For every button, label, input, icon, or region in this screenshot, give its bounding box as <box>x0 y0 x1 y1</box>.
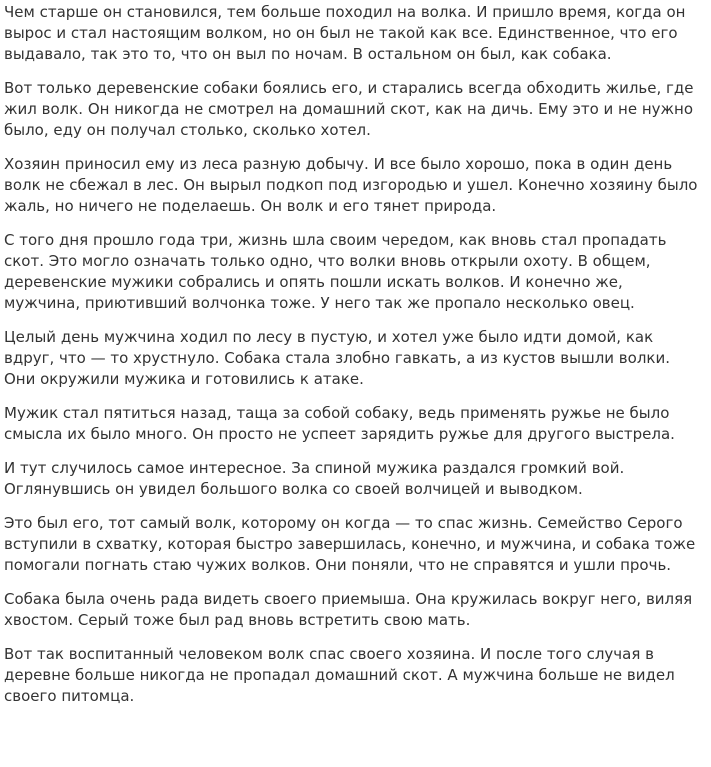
paragraph-2: Вот только деревенские собаки боялись его, и старались всегда обходить жилье, где жил волк. Он никогда не смотрел на домашний скот, как на дичь. Ему это и не нужно было, еду он получал столько, сколько хотел. <box>4 79 694 139</box>
paragraph-9: Собака была очень рада видеть своего приемыша. Она кружилась вокруг него, виляя хвостом. Серый тоже был рад вновь встретить свою мать. <box>4 590 693 629</box>
paragraph-4: С того дня прошло года три, жизнь шла своим чередом, как вновь стал пропадать скот. Это могло означать только одно, что волки вновь открыли охоту. В общем, деревенские мужики собрались и опять пошли искать волков. И конечно же, мужчина, приютивший волчонка тоже. У него так же пропало несколько овец. <box>4 231 667 312</box>
paragraph-10: Вот так воспитанный человеком волк спас своего хозяина. И после того случая в деревне больше никогда не пропадал домашний скот. А мужчина больше не видел своего питомца. <box>4 645 675 705</box>
paragraph-8: Это был его, тот самый волк, которому он когда — то спас жизнь. Семейство Серого вступили в схватку, которая быстро завершилась, конечно, и мужчина, и собака тоже помогали погнать стаю чужих волков. Они поняли, что не справятся и ушли прочь. <box>4 514 696 574</box>
paragraph-3: Хозяин приносил ему из леса разную добычу. И все было хорошо, пока в один день волк не сбежал в лес. Он вырыл подкоп под изгородью и ушел. Конечно хозяину было жаль, но ничего не поделаешь. Он волк и его тянет природа. <box>4 155 698 215</box>
paragraph-5: Целый день мужчина ходил по лесу в пустую, и хотел уже было идти домой, как вдруг, что — то хрустнуло. Собака стала злобно гавкать, а из кустов вышли волки. Они окружили мужика и готовились к атаке. <box>4 328 670 388</box>
paragraph-7: И тут случилось самое интересное. За спиной мужика раздался громкий вой. Оглянувшись он увидел большого волка со своей волчицей и выводком. <box>4 459 625 498</box>
paragraph-1: Чем старше он становился, тем больше походил на волка. И пришло время, когда он вырос и стал настоящим волком, но он был не такой как все. Единственное, что его выдавало, так это то, что он выл по ночам. В остальном он был, как собака. <box>4 3 686 63</box>
paragraph-6: Мужик стал пятиться назад, таща за собой собаку, ведь применять ружье не было смысла их было много. Он просто не успеет зарядить ружье для другого выстрела. <box>4 404 675 443</box>
